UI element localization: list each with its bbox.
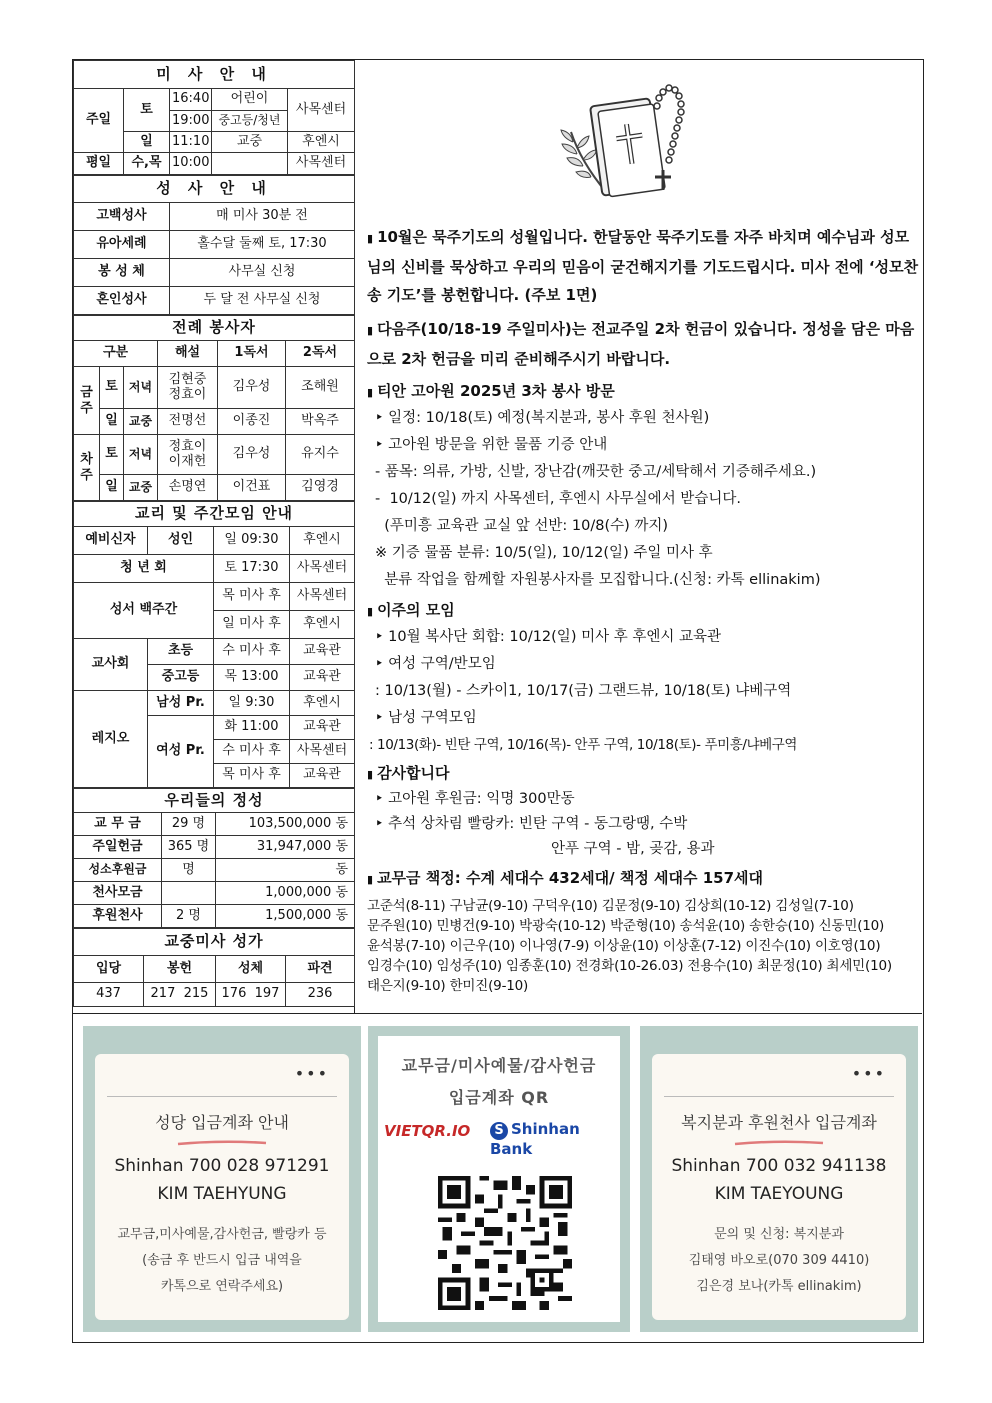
- meeting-place: 사목센터: [290, 740, 355, 764]
- notice-title: 교무금 책정: 수계 세대수 432세대/ 책정 세대수 157세대: [377, 869, 764, 887]
- offering-amount: 31,947,000 동: [216, 836, 355, 859]
- commentator: 전명선: [158, 409, 218, 435]
- sunday-label: 주일: [74, 89, 124, 153]
- meetings-title: 교리 및 주간모임 안내: [74, 502, 355, 527]
- notices-column: [355, 60, 922, 1013]
- notice-tithe: [367, 866, 919, 996]
- notice-line: : 10/13(월) - 스카이1, 10/17(금) 그랜드뷰, 10/18(토) 냐베구역: [375, 683, 792, 699]
- reader2: 조해원: [286, 367, 355, 409]
- weekday-label: 평일: [74, 153, 124, 175]
- vietqr-logo: VIETQR.IO: [384, 1122, 471, 1140]
- offering-count: 명: [162, 859, 216, 882]
- notice-title: 티안 고아원 2025년 3차 봉사 방문: [377, 382, 615, 400]
- offering-title: 우리들의 정성: [74, 789, 355, 813]
- commentator: 김현중 정효이: [158, 367, 218, 409]
- notice-orphanage-visit: [367, 379, 919, 594]
- sacrament-title: 성 사 안 내: [74, 176, 355, 203]
- notice-line: 안푸 구역 - 밤, 곶감, 용과: [551, 841, 715, 857]
- male-label: 남성 Pr.: [148, 691, 214, 716]
- card-note: 문의 및 신청: 복지분과: [714, 1227, 844, 1242]
- parish-account-card: [83, 1026, 361, 1332]
- offering-key: 교 무 금: [74, 813, 162, 836]
- mid-label: 중고등: [148, 665, 214, 691]
- sat-label: 토: [124, 89, 170, 132]
- sat-label: 토: [100, 367, 124, 409]
- offering-table: [73, 788, 355, 928]
- sun-label: 일: [100, 409, 124, 435]
- offering-key: 후원천사: [74, 905, 162, 928]
- main-label: 교중: [124, 475, 158, 501]
- evening-label: 저녁: [124, 435, 158, 475]
- notice-line: ‣ 일정: 10/18(토) 예정(복지분과, 봉사 후원 천사원): [375, 410, 710, 426]
- liturgy-title: 전례 봉사자: [74, 316, 355, 341]
- hymn-head: 입당: [74, 956, 144, 983]
- card-title: 복지분과 후원천사 입금계좌: [681, 1113, 877, 1132]
- sacrament-key: 고백성사: [74, 203, 170, 231]
- hymn-head: 성체: [216, 956, 286, 983]
- mass-table: [73, 60, 355, 175]
- hymn-offertory: 217: [150, 986, 176, 1002]
- wedfri-label: 수,목: [124, 153, 170, 175]
- hymn-offertory: 215: [183, 986, 209, 1002]
- hymn-entrance: 437: [74, 983, 144, 1007]
- tithe-names-line: 문주원(10) 민병건(9-10) 박광숙(10-12) 박준형(10) 송석윤(10) 송한승(10) 신동민(10): [367, 918, 885, 934]
- mass-time: 16:40: [170, 89, 212, 111]
- meeting-place: 교육관: [290, 639, 355, 665]
- tithe-names: [367, 896, 919, 996]
- more-dots-icon: •••: [851, 1064, 886, 1083]
- qr-card: [368, 1026, 630, 1332]
- reader1: 김우성: [218, 367, 286, 409]
- underline-squiggle: [176, 1140, 268, 1146]
- offering-amount: 동: [216, 859, 355, 882]
- reader2: 김영경: [286, 475, 355, 501]
- meeting-time: 화 11:00: [214, 716, 290, 740]
- tithe-names-line: 윤석봉(7-10) 이근우(10) 이나영(7-9) 이상윤(10) 이상훈(7-12) 이진수(10) 이호영(10): [367, 938, 881, 954]
- shinhan-label: Shinhan Bank: [490, 1120, 580, 1158]
- notice-line: ‣ 남성 구역모임: [375, 710, 477, 726]
- shinhan-icon: S: [490, 1122, 508, 1140]
- sacrament-value: 사무실 신청: [170, 259, 355, 287]
- account-section: [73, 1013, 922, 1342]
- hymn-title: 교중미사 성가: [74, 929, 355, 956]
- hymn-head: 봉헌: [144, 956, 216, 983]
- tithe-names-line: 고준석(8-11) 구남균(9-10) 구덕우(10) 김문정(9-10) 김상희(10-12) 김성일(7-10): [367, 898, 854, 914]
- meeting-place: 사목센터: [290, 555, 355, 583]
- bulletin-frame: [72, 59, 924, 1343]
- sun-label: 일: [100, 475, 124, 501]
- liturgy-head: 해설: [158, 341, 218, 367]
- offering-key: 성소후원금: [74, 859, 162, 882]
- hymn-dismissal: 236: [286, 983, 355, 1007]
- mass-place: 후엔시: [288, 132, 355, 153]
- liturgy-table: [73, 315, 355, 501]
- notice-text: 10월은 묵주기도의 성월입니다. 한달동안 묵주기도를 자주 바치며 예수님과 성모님의 신비를 묵상하고 우리의 믿음이 굳건해지기를 기도드립시다. 미사 전에 ‘성모찬송 기도’를 봉헌합니다. (주보 1면): [367, 228, 919, 304]
- notice-line: - 품목: 의류, 가방, 신발, 장난감(깨끗한 중고/세탁해서 기증해주세요.): [375, 464, 817, 480]
- elem-label: 초등: [148, 639, 214, 665]
- qr-code: [438, 1176, 572, 1310]
- meeting-place: 후엔시: [290, 611, 355, 639]
- week2-label: 차주: [74, 435, 100, 501]
- meeting-place: 후엔시: [290, 527, 355, 555]
- account-holder: KIM TAEYOUNG: [714, 1184, 844, 1204]
- meetings-table: [73, 501, 355, 788]
- meeting-time: 목 13:00: [214, 665, 290, 691]
- account-holder: KIM TAEHYUNG: [157, 1184, 287, 1204]
- offering-key: 주일헌금: [74, 836, 162, 859]
- meeting-time: 토 17:30: [214, 555, 290, 583]
- commentator: 정효이 이재헌: [158, 435, 218, 475]
- school-label: 교사회: [74, 639, 148, 691]
- mass-place: 사목센터: [288, 89, 355, 132]
- offering-count: [162, 882, 216, 905]
- sacrament-value: 매 미사 30분 전: [170, 203, 355, 231]
- notice-line: ‣ 10월 복사단 회합: 10/12(일) 미사 후 후엔시 교육관: [375, 629, 721, 645]
- mass-who: 중고등/청년: [212, 111, 288, 132]
- meeting-place: 후엔시: [290, 691, 355, 716]
- more-dots-icon: •••: [294, 1064, 329, 1083]
- notice-line: ‣ 고아원 후원금: 익명 300만동: [375, 791, 575, 807]
- mass-time: 11:10: [170, 132, 212, 153]
- meeting-place: 교육관: [290, 716, 355, 740]
- notice-line: : 10/13(화)- 빈탄 구역, 10/16(목)- 안푸 구역, 10/18(토)- 푸미흥/냐베구역: [369, 737, 798, 753]
- bible-label: 성서 백주간: [74, 583, 214, 639]
- offering-amount: 1,500,000 동: [216, 905, 355, 928]
- schedule-column: [73, 60, 355, 1013]
- hymn-communion: 176: [221, 986, 247, 1002]
- meeting-time: 수 미사 후: [214, 740, 290, 764]
- notice-line: - 10/12(일) 까지 사목센터, 후엔시 사무실에서 받습니다.: [375, 491, 741, 507]
- notice-line: ※ 기증 물품 분류: 10/5(일), 10/12(일) 주일 미사 후: [375, 545, 713, 561]
- notice-mission-sunday: [367, 315, 919, 373]
- offering-count: 2 명: [162, 905, 216, 928]
- sat-label: 토: [100, 435, 124, 475]
- mass-who: 교중: [212, 132, 288, 153]
- card-note: 김은경 보나(카톡 ellinakim): [696, 1279, 862, 1294]
- liturgy-head: 구분: [74, 341, 158, 367]
- meeting-time: 수 미사 후: [214, 639, 290, 665]
- reader2: 박옥주: [286, 409, 355, 435]
- sacrament-key: 유아세례: [74, 231, 170, 259]
- notice-text: 다음주(10/18-19 주일미사)는 전교주일 2차 헌금이 있습니다. 정성을 담은 마음으로 2차 헌금을 미리 준비해주시기 바랍니다.: [367, 320, 915, 368]
- qr-title: 교무금/미사예물/감사헌금: [401, 1056, 597, 1075]
- meeting-place: 교육관: [290, 665, 355, 691]
- sacrament-table: [73, 175, 355, 315]
- meeting-time: 일 미사 후: [214, 611, 290, 639]
- liturgy-head: 2독서: [286, 341, 355, 367]
- meeting-place: 교육관: [290, 764, 355, 788]
- mass-who: 어린이: [212, 89, 288, 111]
- hymn-table: [73, 928, 355, 1007]
- offering-amount: 103,500,000 동: [216, 813, 355, 836]
- notice-line: ‣ 추석 상차림 빨랑카: 빈탄 구역 - 동그랑땡, 수박: [375, 816, 688, 832]
- offering-amount: 1,000,000 동: [216, 882, 355, 905]
- commentator: 손명연: [158, 475, 218, 501]
- sacrament-value: 두 달 전 사무실 신청: [170, 287, 355, 315]
- offering-count: 29 명: [162, 813, 216, 836]
- notice-title: 이주의 모임: [377, 601, 455, 619]
- notice-thanks: [367, 761, 919, 862]
- notice-line: ‣ 여성 구역/반모임: [375, 656, 496, 672]
- youth-label: 청 년 회: [74, 555, 214, 583]
- reader1: 김우성: [218, 435, 286, 475]
- mass-title: 미 사 안 내: [74, 61, 355, 89]
- meeting-time: 일 09:30: [214, 527, 290, 555]
- notice-rosary-month: [367, 223, 919, 309]
- reader1: 이건표: [218, 475, 286, 501]
- mass-place: 사목센터: [288, 153, 355, 175]
- reader2: 유지수: [286, 435, 355, 475]
- main-label: 교중: [124, 409, 158, 435]
- sacrament-key: 혼인성사: [74, 287, 170, 315]
- week1-label: 금주: [74, 367, 100, 435]
- notice-line: 분류 작업을 함께할 자원봉사자를 모집합니다.(신청: 카톡 ellinakim): [375, 572, 821, 588]
- sun-label: 일: [124, 132, 170, 153]
- hymn-head: 파견: [286, 956, 355, 983]
- shinhan-logo: [490, 1120, 620, 1158]
- card-note: 카톡으로 연락주세요): [160, 1279, 284, 1294]
- underline-squiggle: [733, 1140, 825, 1146]
- evening-label: 저녁: [124, 367, 158, 409]
- card-note: 김태영 바오로(070 309 4410): [688, 1253, 870, 1268]
- card-note: (송금 후 반드시 입금 내역을: [142, 1253, 302, 1268]
- mass-time: 19:00: [170, 111, 212, 132]
- female-label: 여성 Pr.: [148, 716, 214, 788]
- welfare-account-card: [640, 1026, 918, 1332]
- notices-list: [367, 223, 919, 996]
- tithe-names-line: 태은지(9-10) 한미진(9-10): [367, 978, 529, 994]
- offering-count: 365 명: [162, 836, 216, 859]
- catechumen-label: 예비신자: [74, 527, 148, 555]
- offering-key: 천사모금: [74, 882, 162, 905]
- mass-who: [212, 153, 288, 175]
- hymn-communion: 197: [254, 986, 280, 1002]
- liturgy-head: 1독서: [218, 341, 286, 367]
- notice-line: ‣ 고아원 방문을 위한 물품 기증 안내: [375, 437, 608, 453]
- sacrament-value: 홀수달 둘째 토, 17:30: [170, 231, 355, 259]
- meeting-time: 일 9:30: [214, 691, 290, 716]
- notice-meetings: [367, 598, 919, 759]
- mass-time: 10:00: [170, 153, 212, 175]
- meeting-time: 목 미사 후: [214, 583, 290, 611]
- card-note: 교무금,미사예물,감사헌금, 빨랑카 등: [117, 1227, 327, 1242]
- account-number: Shinhan 700 028 971291: [114, 1156, 330, 1176]
- meeting-place: 사목센터: [290, 583, 355, 611]
- meeting-time: 목 미사 후: [214, 764, 290, 788]
- bible-rosary-illustration: [551, 82, 691, 212]
- sacrament-key: 봉 성 체: [74, 259, 170, 287]
- notice-title: 감사합니다: [377, 764, 450, 782]
- qr-subtitle: 입금계좌 QR: [448, 1088, 550, 1107]
- reader1: 이종진: [218, 409, 286, 435]
- legio-label: 레지오: [74, 691, 148, 788]
- adult-label: 성인: [148, 527, 214, 555]
- tithe-names-line: 임경수(10) 임성주(10) 임종훈(10) 전경화(10-26.03) 전용수(10) 최문정(10) 최세민(10): [367, 958, 892, 974]
- card-title: 성당 입금계좌 안내: [155, 1113, 289, 1132]
- account-number: Shinhan 700 032 941138: [671, 1156, 887, 1176]
- notice-line: (푸미흥 교육관 교실 앞 선반: 10/8(수) 까지): [375, 518, 669, 534]
